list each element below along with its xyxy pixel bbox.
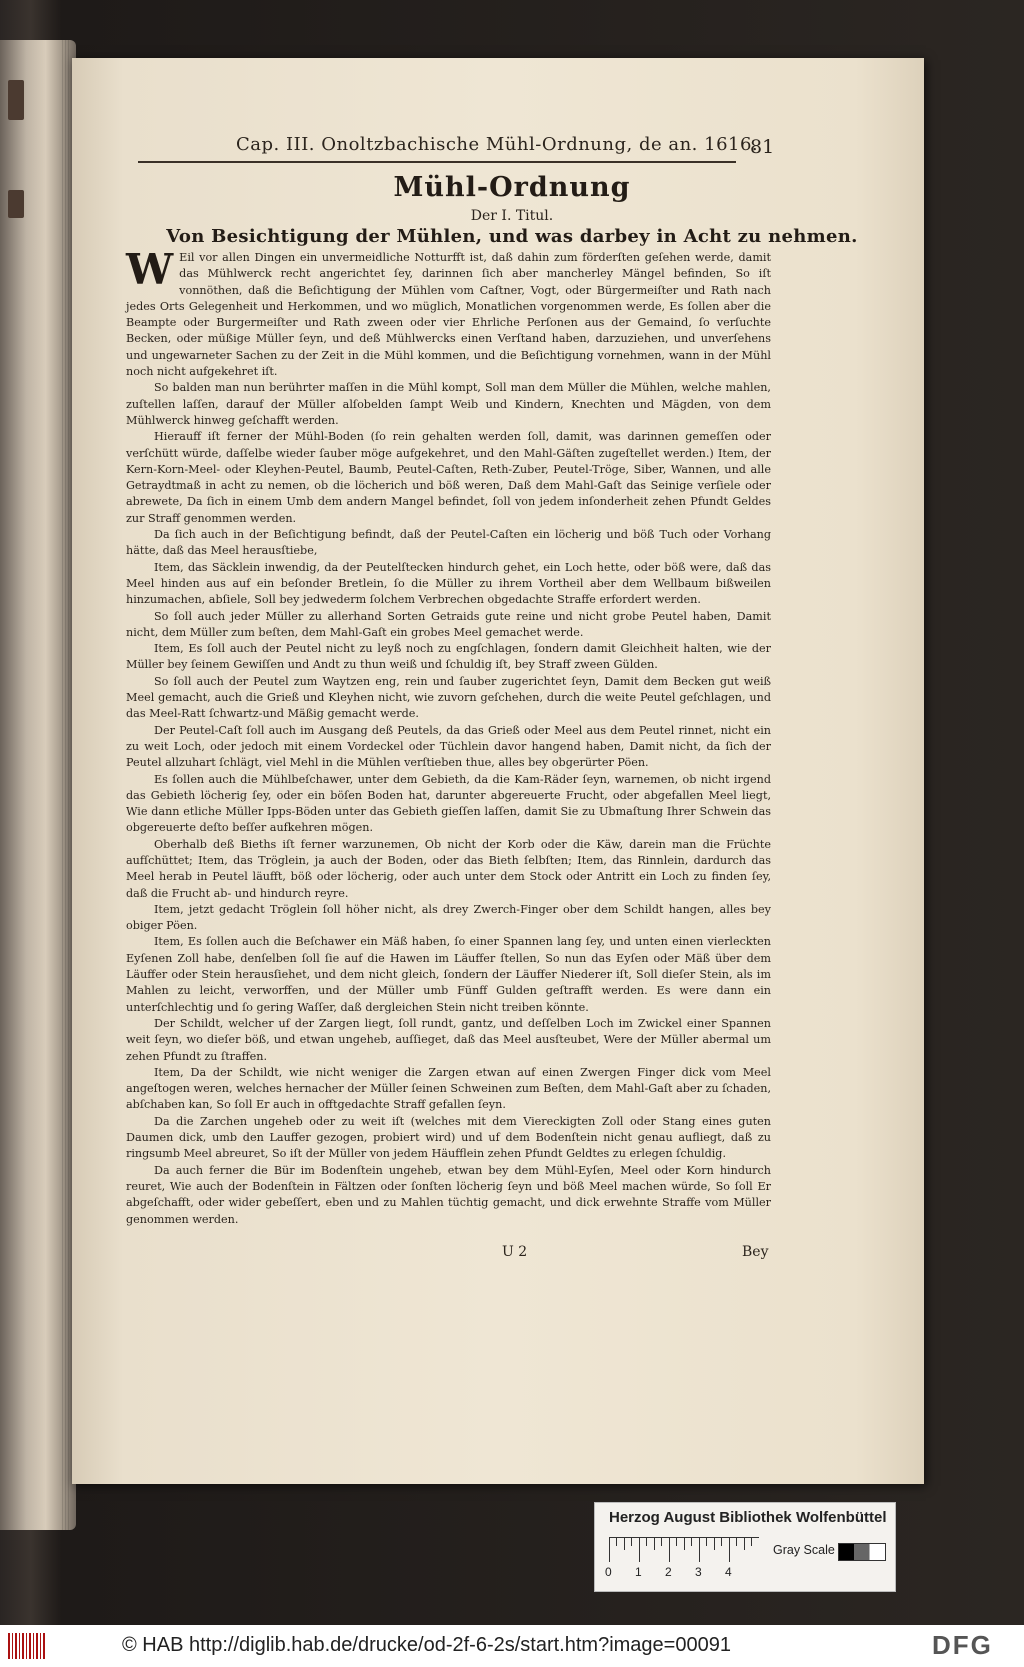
- paragraph: Item, Es ſoll auch der Peutel nicht zu leyß noch zu engſchlagen, ſondern damit Gleichheit halten, wie der Müller bey ſeinem Gewiſſen und Andt zu thun weiß und ſchuldig iſt, bey Straff zween Gülden.: [126, 642, 771, 672]
- section-heading: Von Besichtigung der Mühlen, und was darbey in Acht zu nehmen.: [166, 226, 858, 247]
- paragraph: Item, das Säcklein inwendig, da der Peutelſtecken hindurch gehet, ein Loch hette, oder böß were, daß das Meel hinden aus auf ein beſonder Bretlein, ſo die Müller zu ihrem Vortheil aber dem Wellbaum bißweilen hinzumachen, abſiele, Soll bey jedwederm ſolchem Verbrechen obgedachte Straffe erfordert werden.: [126, 560, 771, 607]
- page-number: 81: [750, 136, 775, 158]
- ruler-number: 4: [725, 1565, 732, 1579]
- gray-scale-label: Gray Scale: [773, 1543, 835, 1557]
- hab-logo-icon: [8, 1633, 46, 1659]
- paragraph: Der Schildt, welcher uf der Zargen liegt, ſoll rundt, gantz, und deſſelben Loch im Zwickel einer Spannen weit ſeyn, wo dieſer böß, und etwan ungeheb, auſſieget, daß das Meel ausſteubet, Were der Müller abermal um zehen Pfundt zu ſtraffen.: [126, 1016, 771, 1063]
- drop-cap: W: [126, 245, 174, 294]
- paragraph: So ſoll auch der Peutel zum Waytzen eng, rein und ſauber zugerichtet ſeyn, Damit dem Becken gut weiß Meel gemacht, auch die Grieß und Kleyhen nicht, wie zuvorn geſchehen, durch die weite Peutel geſchlagen, und das Meel-Ratt ſchwartz-und Mäßig gemacht werde.: [126, 674, 771, 721]
- chapter-subtitle: Der I. Titul.: [470, 208, 554, 224]
- paragraph: Da ſich auch in der Beſichtigung befindt, daß der Peutel-Caſten ein löcherig und böß Tuch oder Vorhang hätte, daß das Meel herausſtiebe,: [126, 528, 771, 558]
- gray-scale-swatch: [838, 1543, 886, 1561]
- paragraph: W Eil vor allen Dingen ein unvermeidliche Notturfft ist, daß dahin zum förderſten geſehen werde, damit das Mühlwerck recht angerichtet ſey, darinnen ſich aber mancherley Mängel befinden, So iſt vonnöthen, daß die Beſichtigung der Mühlen vom Caſtner, Vogt, oder Bürgermeiſter und Rath nach jedes Orts Gelegenheit und Herkommen, und wo müglich, Monatlichen vorgenommen werde, Es ſollen aber die Beampte oder Burgermeiſter und Rath zween oder vier Ehrliche Perſonen aus der Gemaind, ſo verſuchte Becken, oder müßige Müller ſeyn, und deß Mühlwercks einen Verſtand haben, darzuziehen, und unverſehens und ungewarneter Sachen zu der Zeit in die Mühl kommen, und die Beſichtigung vornehmen, wann in der Mühl noch nicht aufgekehret iſt.: [126, 245, 771, 379]
- paragraph: Da die Zarchen ungeheb oder zu weit iſt (welches mit dem Viereckigten Zoll oder Stang eines guten Daumen dick, umb den Lauffer gezogen, probiert wird) und uf dem Bodenſtein nicht genau aufliegt, daß zu ringsumb Meel abreuret, So iſt der Müller von jedem Häufflein zehen Pfundt Geldtes zu erlegen ſchuldig.: [126, 1114, 771, 1161]
- paragraph: So balden man nun berührter maſſen in die Mühl kompt, Soll man dem Müller die Mühlen, welche mahlen, zuſtellen laſſen, darauf der Müller alſobelden ſampt Weib und Kindern, Knechten und Mägden, von dem Mühlwerck hinweg geſchafft werden.: [126, 381, 771, 427]
- paragraph: Da auch ferner die Bür im Bodenſtein ungeheb, etwan bey dem Mühl-Eyſen, Meel oder Korn hindurch reuret, Wie auch der Bodenſtein in Fältzen oder ſonſten löcherig ſeyn und böß Meel machen würde, So ſoll Er abgeſchafft, oder wider gebeſſert, eben und zu Mahlen tüchtig gemacht, und dick erwehnte Straffe vom Müller genommen werden.: [126, 1163, 771, 1226]
- paragraph: Item, jetzt gedacht Tröglein ſoll höher nicht, als drey Zwerch-Finger ober dem Schildt hangen, alles bey obiger Pöen.: [126, 902, 771, 933]
- footer-credit[interactable]: © HAB http://diglib.hab.de/drucke/od-2f-6-2s/start.htm?image=00091: [122, 1634, 731, 1656]
- ruler-number: 2: [665, 1565, 672, 1579]
- ruler-number: 3: [695, 1565, 702, 1579]
- page-title: Mühl-Ordnung: [393, 172, 631, 203]
- signature-mark: U 2: [502, 1244, 528, 1260]
- library-label: [594, 1502, 896, 1592]
- body-text: [126, 245, 771, 1228]
- running-head-rule: [138, 161, 736, 163]
- dfg-logo: DFG: [932, 1630, 993, 1660]
- book-edge: [0, 40, 76, 1530]
- paragraph: Hierauff iſt ferner der Mühl-Boden (ſo rein gehalten werden ſoll, damit, was darinnen gemeſſen oder verſchütt würde, daſſelbe wieder ſauber möge aufgekehret, und den Mahl-Gäſten zugeſtellet werden.) Item, der Kern-Korn-Meel- oder Kleyhen-Peutel, Baumb, Peutel-Caſten, Reth-Zuber, Peutel-Tröge, Siber, Wannen, und alle Getraydtmaß in acht zu nemen, ob die löcherich und böß weren, Daß dem Mahl-Gaſt das Seinige verſiele oder abrewete, Da ſich in einem Umb dem andern Mangel befindet, ſoll von jedem inſonderheit zehen Pfundt Geldes zur Straff genommen werden.: [126, 430, 771, 525]
- catchword: Bey: [742, 1244, 769, 1260]
- ruler-number: 1: [635, 1565, 642, 1579]
- spine-mark: [8, 80, 24, 120]
- paragraph: Es ſollen auch die Mühlbeſchawer, unter dem Gebieth, da die Kam-Räder ſeyn, warnemen, ob nicht irgend das Gebieth löcherig ſey, oder ein böſen Boden hat, darunter abgereuerte Frucht, oder abgefallen Meel liegt, Wie dann etliche Müller Ipps-Böden unter das Gebieth gieſſen laſſen, damit Sie zu Ubmaſtung Ihrer Schwein das obgereuerte deſto beſſer aufkehren mögen.: [126, 772, 771, 835]
- running-head: Cap. III. Onoltzbachische Mühl-Ordnung, de an. 1616.: [236, 134, 759, 155]
- ruler-number: 0: [605, 1565, 612, 1579]
- paragraph: So ſoll auch jeder Müller zu allerhand Sorten Getraids gute reine und nicht grobe Peutel haben, Damit nicht, dem Müller zum beſten, dem Mahl-Gaſt ein grobes Meel gemachet werde.: [126, 609, 771, 639]
- paragraph: Der Peutel-Caſt ſoll auch im Ausgang deß Peutels, da das Grieß oder Meel aus dem Peutel rinnet, nicht ein zu weit Loch, oder jedoch mit einem Vordeckel oder Tüchlein davor hangend haben, Damit nicht, da ſich der Peutel allzuhart ſchlägt, viel Mehl in die Mühlen verſtieben thue, alles bey obgerürter Pöen.: [126, 723, 771, 770]
- library-name: Herzog August Bibliothek Wolfenbüttel: [609, 1509, 887, 1526]
- ruler: [609, 1537, 759, 1563]
- footer-bar: [0, 1625, 1024, 1667]
- paragraph: Item, Da der Schildt, wie nicht weniger die Zargen etwan auf einen Zwergen Finger dick vom Meel angeſtogen weren, welches hernacher der Müller ſeinen Schweinen zum Beſten, dem Mahl-Gaſt aber zu ſchaden, abſchaben kan, So ſoll Er auch in offtgedachte Straff gefallen ſeyn.: [126, 1065, 771, 1112]
- paragraph: Oberhalb deß Bieths iſt ferner warzunemen, Ob nicht der Korb oder die Käw, darein man die Früchte aufſchüttet; Item, das Tröglein, ja auch der Boden, oder das Bieth ſelbſten; Item, das Rinnlein, dardurch das Meel herab in Peutel läufft, böß oder löcherig, oder auch unter dem Stock oder Antritt ein Loch zu finden ſey, daß die Frucht ab- und hindurch reyre.: [126, 837, 771, 900]
- paragraph: Item, Es ſollen auch die Beſchawer ein Mäß haben, ſo einer Spannen lang ſey, und unten einen vierleckten Eyſenen Zoll habe, denſelben ſoll ſie auf die Hawen im Läuffer ſtellen, So nun das Eyſen oder Mäß über dem Läuffer oder Stein herausſiehet, und dem nicht gleich, ſondern der Läuffer Niederer iſt, Soll dieſer Stein, als im Mahlen zu leicht, verworffen, und der Müller umb Fünff Gulden geſtrafft werden. Es were dann ein unterſchlechtig und ſo gering Waſſer, daß dergleichen Stein nicht treiben könnte.: [126, 935, 771, 1014]
